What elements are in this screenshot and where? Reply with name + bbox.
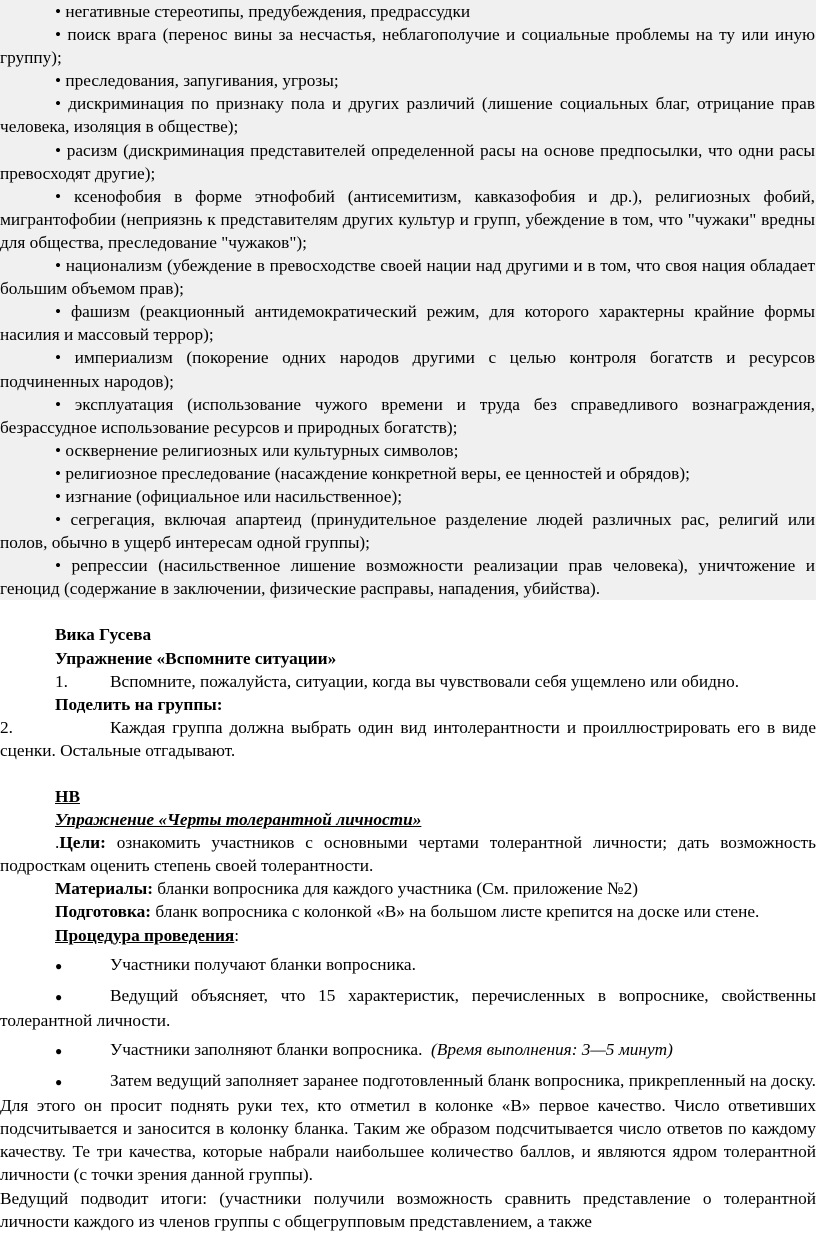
- materials-text: бланки вопросника для каждого участника (См. приложение №2): [152, 879, 638, 899]
- list-item: • империализм (покорение одних народов другими с целью контроля богатств и ресурсов подчиненных народов);: [0, 348, 815, 391]
- exercise-title: Упражнение «Вспомните ситуации»: [55, 648, 337, 668]
- numbered-step: [0, 670, 816, 693]
- intolerance-list: [0, 0, 816, 600]
- step-number: 2.: [0, 717, 13, 737]
- list-item: • религиозное преследование (насаждение конкретной веры, ее ценностей и обрядов);: [55, 463, 690, 483]
- preparation-text: бланк вопросника с колонкой «В» на большом листе крепится на доске или стене.: [151, 902, 760, 922]
- list-item: • поиск врага (перенос вины за несчастья, неблагополучие и социальные проблемы на ту или иную группу);: [0, 25, 815, 68]
- procedure-step: ● Затем ведущий заполняет заранее подготовленный бланк вопросника, прикрепленный на доску. Для этого он просит поднять руки тех, кто отметил в колонке «В» первое качество. Число ответивших подсчитывается и заносится в колонку бланка. Таким же образом подсчитывается число ответов по каждому качеству. Те три качества, которые набрали наибольшее количество баллов, и являются ядром толерантной личности (с точки зрения данной группы).: [0, 1071, 816, 1185]
- materials-paragraph: [0, 877, 816, 900]
- bullet-icon: ●: [55, 989, 63, 1004]
- bullet-icon: ●: [55, 1075, 63, 1090]
- list-item: • ксенофобия в форме этнофобий (антисемитизм, кавказофобия и др.), религиозных фобий, мигрантофобии (неприязнь к представителям других культур и групп, убеждение в том, что "чужаки" вредны для общества, преследование "чужаков");: [0, 186, 815, 252]
- spacer: [0, 600, 816, 623]
- procedure-step: ● Участники получают бланки вопросника.: [0, 953, 816, 978]
- list-item: • эксплуатация (использование чужого времени и труда без справедливого вознаграждения, безрассудное использование ресурсов и природных богатств);: [0, 394, 815, 437]
- goal-label: Цели:: [59, 833, 106, 853]
- list-item: • дискриминация по признаку пола и других различий (лишение социальных благ, отрицание прав человека, изоляция в обществе);: [0, 94, 815, 137]
- summary-paragraph: Ведущий подводит итоги: (участники получили возможность сравнить представление о толерантной личности каждого из членов группы с общегрупповым представлением, а также: [0, 1188, 816, 1231]
- procedure-step: ● Участники заполняют бланки вопросника. (Время выполнения: 3—5 минут): [0, 1038, 816, 1063]
- list-item: • сегрегация, включая апартеид (принудительное разделение людей различных рас, религий или полов, обычно в ущерб интересам одной группы);: [0, 510, 815, 553]
- section-vspomnite: [0, 623, 816, 762]
- step-number: 1.: [55, 671, 68, 691]
- section-author: НВ: [55, 787, 80, 806]
- numbered-step: [0, 716, 816, 762]
- step-text: Вспомните, пожалуйста, ситуации, когда вы чувствовали себя ущемлено или обидно.: [110, 671, 740, 691]
- list-item: • осквернение религиозных или культурных символов;: [55, 440, 459, 460]
- procedure-step: ● Ведущий объясняет, что 15 характеристик, перечисленных в вопроснике, свойственны толерантной личности.: [0, 985, 816, 1030]
- goal-paragraph: .Цели: ознакомить участников с основными чертами толерантной личности; дать возможность подросткам оценить степень своей толерантности.: [0, 833, 816, 876]
- section-author: Вика Гусева: [55, 625, 152, 645]
- list-item: • расизм (дискриминация представителей определенной расы на основе предпосылки, что одни расы превосходят другие);: [0, 140, 815, 183]
- section-cherty: [0, 785, 816, 1233]
- bullet-icon: ●: [55, 1043, 63, 1058]
- list-item: • фашизм (реакционный антидемократический режим, для которого характерны крайние формы насилия и массовый террор);: [0, 302, 815, 345]
- procedure-heading: Процедура проведения:: [55, 925, 240, 945]
- spacer: [0, 762, 816, 785]
- preparation-paragraph: [0, 900, 816, 923]
- time-value: : 3—5 минут): [571, 1039, 673, 1059]
- exercise-title: Упражнение «Черты толерантной личности»: [55, 810, 422, 830]
- step-text: Каждая группа должна выбрать один вид интолерантности и проиллюстрировать его в виде сценки. Остальные отгадывают.: [0, 717, 816, 760]
- materials-label: Материалы:: [55, 879, 153, 899]
- list-item: • национализм (убеждение в превосходстве своей нации над другими и в том, что своя нация обладает большим объемом прав);: [0, 256, 815, 299]
- time-label: (Время выполнения: [431, 1039, 572, 1059]
- procedure-label: Процедура проведения: [55, 925, 235, 945]
- split-groups-label: Поделить на группы:: [55, 694, 223, 714]
- list-item: • репрессии (насильственное лишение возможности реализации прав человека), уничтожение и геноцид (содержание в заключении, физические расправы, нападения, убийства).: [0, 556, 815, 599]
- bullet-icon: ●: [55, 958, 63, 973]
- list-item: • изгнание (официальное или насильственное);: [55, 486, 403, 506]
- list-item: • преследования, запугивания, угрозы;: [55, 71, 339, 91]
- goal-text: ознакомить участников с основными чертами толерантной личности; дать возможность подросткам оценить степень своей толерантности.: [0, 833, 816, 876]
- list-item: • негативные стереотипы, предубеждения, предрассудки: [55, 2, 471, 21]
- preparation-label: Подготовка:: [55, 902, 152, 922]
